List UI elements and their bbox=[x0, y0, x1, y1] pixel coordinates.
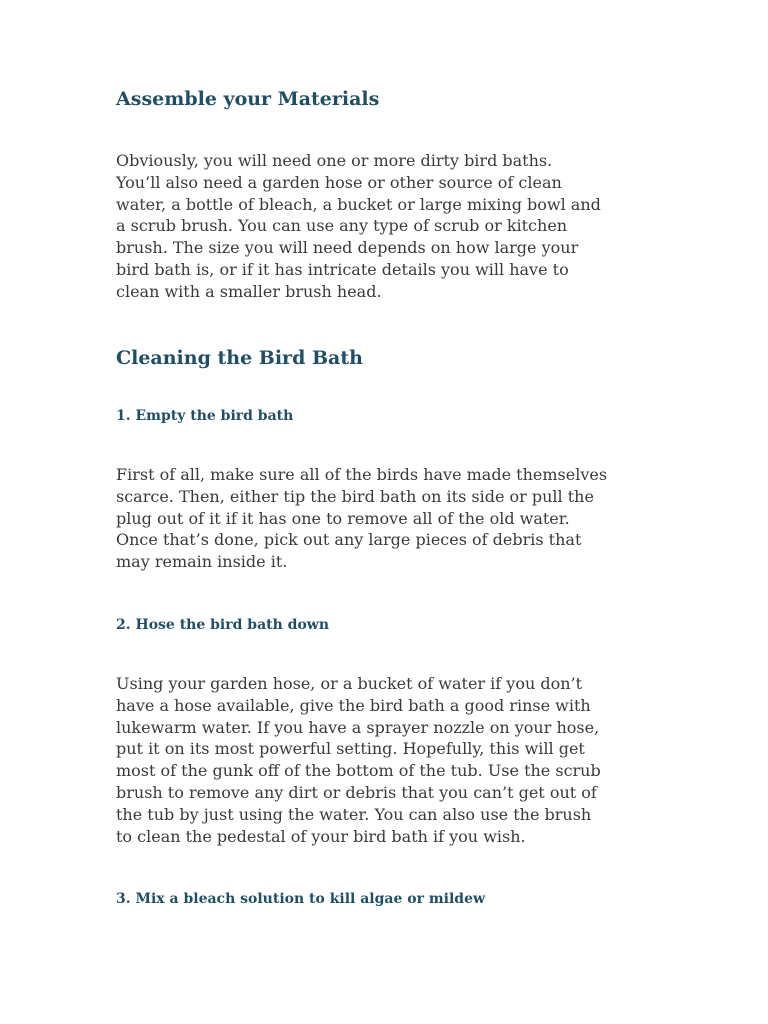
materials-paragraph bbox=[116, 150, 656, 303]
paragraph-line: have a hose available, give the bird bath a good rinse with bbox=[116, 695, 591, 715]
section-heading-cleaning: Cleaning the Bird Bath bbox=[116, 347, 363, 369]
paragraph-line: the tub by just using the water. You can also use the brush bbox=[116, 804, 592, 824]
step-heading-empty: 1. Empty the bird bath bbox=[116, 408, 294, 424]
paragraph-line: clean with a smaller brush head. bbox=[116, 281, 382, 301]
paragraph-line: water, a bottle of bleach, a bucket or large mixing bowl and bbox=[116, 194, 601, 214]
paragraph-line: plug out of it if it has one to remove all of the old water. bbox=[116, 508, 570, 528]
paragraph-line: most of the gunk off of the bottom of the tub. Use the scrub bbox=[116, 761, 601, 781]
section-heading-materials: Assemble your Materials bbox=[116, 88, 380, 110]
paragraph-line: First of all, make sure all of the birds have made themselves bbox=[116, 465, 608, 484]
paragraph-line: lukewarm water. If you have a sprayer nozzle on your hose, bbox=[116, 717, 600, 737]
paragraph-line: put it on its most powerful setting. Hopefully, this will get bbox=[116, 739, 585, 759]
paragraph-line: brush to remove any dirt or debris that you can’t get out of bbox=[116, 782, 597, 802]
paragraph-line: Obviously, you will need one or more dirty bird baths. bbox=[116, 151, 553, 170]
paragraph-line: a scrub brush. You can use any type of scrub or kitchen bbox=[116, 216, 568, 236]
step-2-paragraph bbox=[116, 673, 656, 847]
step-heading-bleach: 3. Mix a bleach solution to kill algae or mildew bbox=[116, 891, 486, 907]
step-1-paragraph bbox=[116, 464, 656, 573]
paragraph-line: Using your garden hose, or a bucket of water if you don’t bbox=[116, 674, 583, 693]
paragraph-line: scarce. Then, either tip the bird bath on its side or pull the bbox=[116, 486, 594, 506]
paragraph-line: You’ll also need a garden hose or other source of clean bbox=[116, 172, 562, 192]
paragraph-line: Once that’s done, pick out any large pieces of debris that bbox=[116, 530, 582, 550]
paragraph-line: brush. The size you will need depends on how large your bbox=[116, 238, 579, 258]
paragraph-line: to clean the pedestal of your bird bath if you wish. bbox=[116, 826, 526, 846]
step-heading-hose: 2. Hose the bird bath down bbox=[116, 617, 330, 633]
paragraph-line: bird bath is, or if it has intricate details you will have to bbox=[116, 259, 569, 279]
paragraph-line: may remain inside it. bbox=[116, 552, 288, 572]
